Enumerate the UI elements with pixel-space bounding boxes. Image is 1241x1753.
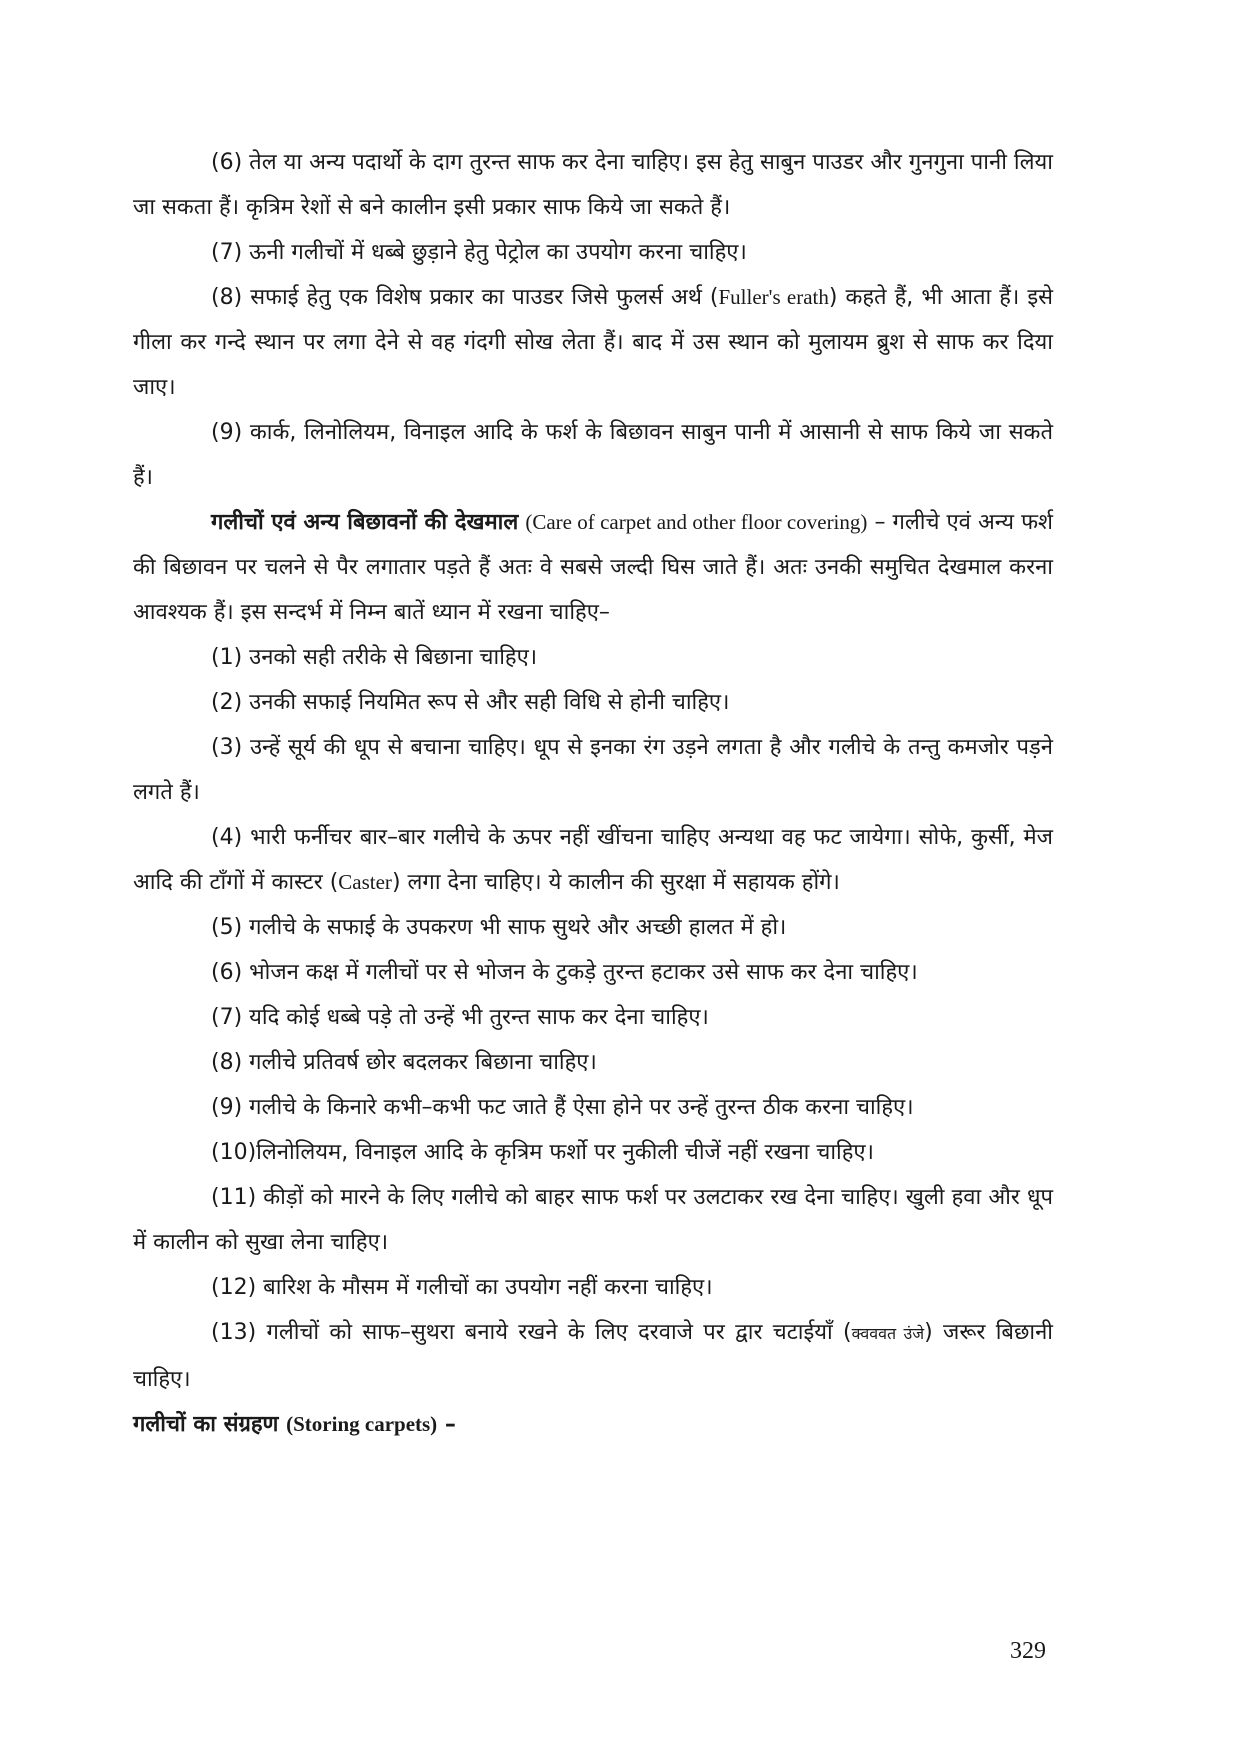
paragraph-8-text-a: (8) सफाई हेतु एक विशेष प्रकार का पाउडर जिसे फुलर्स अर्थ ( bbox=[211, 285, 719, 310]
paragraph-9: (9) कार्क, लिनोलियम, विनाइल आदि के फर्श के बिछावन साबुन पानी में आसानी से साफ किये जा सकते हैं। bbox=[133, 420, 1053, 490]
paragraph-7: (7) ऊनी गलीचों में धब्बे छुड़ाने हेतु पेट्रोल का उपयोग करना चाहिए। bbox=[211, 240, 747, 265]
paragraph-6: (6) तेल या अन्य पदार्थो के दाग तुरन्त साफ कर देना चाहिए। इस हेतु साबुन पाउडर और गुनगुना पानी लिया जा सकता हैं। कृत्रिम रेशों से बने कालीन इसी प्रकार साफ किये जा सकते हैं। bbox=[133, 150, 1053, 220]
care-section-intro bbox=[133, 500, 1053, 635]
storing-heading-hindi: गलीचों का संग्रहण bbox=[133, 1412, 279, 1437]
care-point-10: (10)लिनोलियम, विनाइल आदि के कृत्रिम फर्शो पर नुकीली चीजें नहीं रखना चाहिए। bbox=[211, 1140, 874, 1165]
care-point-5: (5) गलीचे के सफाई के उपकरण भी साफ सुथरे और अच्छी हालत में हो। bbox=[211, 915, 787, 940]
document-body bbox=[133, 140, 1053, 1447]
care-point-12: (12) बारिश के मौसम में गलीचों का उपयोग नहीं करना चाहिए। bbox=[211, 1275, 713, 1300]
care-point-6: (6) भोजन कक्ष में गलीचों पर से भोजन के टुकड़े तुरन्त हटाकर उसे साफ कर देना चाहिए। bbox=[211, 960, 918, 985]
door-mats-term: क्वववत उंजे bbox=[851, 1326, 925, 1343]
care-point-4-text-a: (4) भारी फर्नीचर बार–बार गलीचे के ऊपर नहीं खींचना चाहिए अन्यथा वह फट जायेगा। सोफे, कुर्सी, मेज आदि की टाँगों में कास्टर ( bbox=[133, 825, 1053, 895]
caster-term: Caster bbox=[338, 870, 392, 894]
care-point-13-text-b: ) जरूर बिछानी चाहिए। bbox=[133, 1320, 1054, 1392]
care-point-4 bbox=[133, 815, 1053, 905]
care-point-1: (1) उनको सही तरीके से बिछाना चाहिए। bbox=[211, 645, 538, 670]
paragraph-8 bbox=[133, 275, 1053, 410]
storing-carpets-heading bbox=[133, 1402, 1053, 1447]
care-section-body: – गलीचे एवं अन्य फर्श की बिछावन पर चलने से पैर लगातार पड़ते हैं अतः वे सबसे जल्दी घिस जाते हैं। अतः उनकी समुचित देखमाल करना आवश्यक हैं। इस सन्दर्भ में निम्न बातें ध्यान में रखना चाहिए– bbox=[133, 510, 1054, 625]
care-point-11: (11) कीड़ों को मारने के लिए गलीचे को बाहर साफ फर्श पर उलटाकर रख देना चाहिए। खुली हवा और धूप में कालीन को सुखा लेना चाहिए। bbox=[133, 1185, 1053, 1255]
care-point-7: (7) यदि कोई धब्बे पड़े तो उन्हें भी तुरन्त साफ कर देना चाहिए। bbox=[211, 1005, 709, 1030]
care-section-english-heading: (Care of carpet and other floor covering) bbox=[525, 510, 868, 534]
storing-heading-dash: – bbox=[437, 1412, 456, 1437]
care-point-2: (2) उनकी सफाई नियमित रूप से और सही विधि से होनी चाहिए। bbox=[211, 690, 730, 715]
care-point-9: (9) गलीचे के किनारे कभी–कभी फट जाते हैं ऐसा होने पर उन्हें तुरन्त ठीक करना चाहिए। bbox=[211, 1095, 914, 1120]
care-point-13-text-a: (13) गलीचों को साफ–सुथरा बनाये रखने के लिए दरवाजे पर द्वार चटाईयाँ ( bbox=[211, 1320, 852, 1345]
care-point-13 bbox=[133, 1310, 1053, 1402]
care-section-heading: गलीचों एवं अन्य बिछावनों की देखमाल bbox=[211, 510, 519, 535]
care-point-4-text-b: ) लगा देना चाहिए। ये कालीन की सुरक्षा में सहायक होंगे। bbox=[391, 870, 840, 895]
page-number: 329 bbox=[1010, 1638, 1046, 1664]
paragraph-8-text-b: ) कहते हैं, भी आता हैं। इसे गीला कर गन्दे स्थान पर लगा देने से वह गंदगी सोख लेता हैं। बाद में उस स्थान को मुलायम ब्रुश से साफ कर दिया जाए। bbox=[133, 285, 1053, 400]
care-point-8: (8) गलीचे प्रतिवर्ष छोर बदलकर बिछाना चाहिए। bbox=[211, 1050, 597, 1075]
storing-heading-english: (Storing carpets) bbox=[286, 1412, 438, 1436]
fullers-earth-term: Fuller's erath bbox=[718, 285, 829, 309]
care-point-3: (3) उन्हें सूर्य की धूप से बचाना चाहिए। धूप से इनका रंग उड़ने लगता है और गलीचे के तन्तु कमजोर पड़ने लगते हैं। bbox=[133, 735, 1053, 805]
